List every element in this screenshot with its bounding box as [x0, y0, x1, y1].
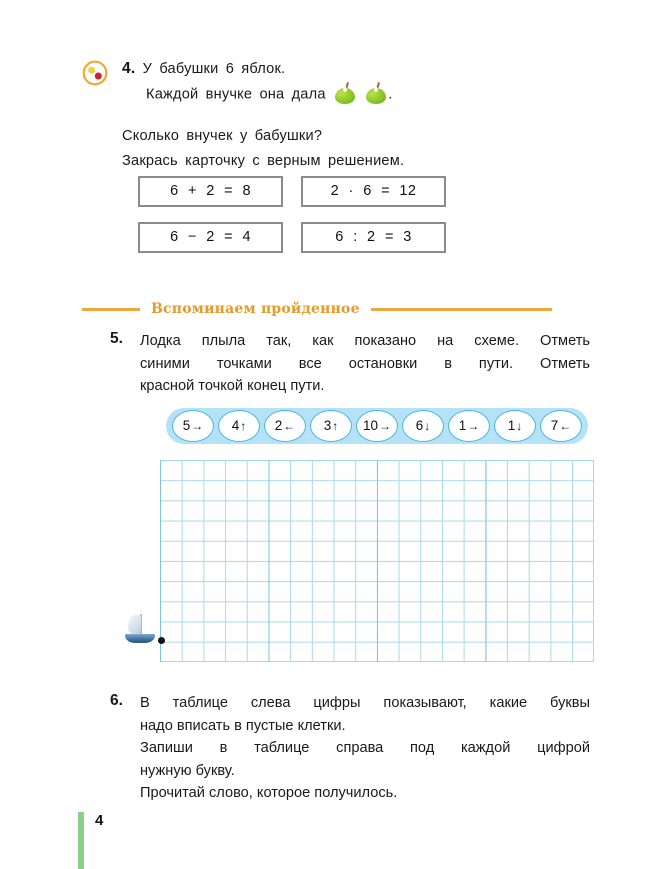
- answer-card-4[interactable]: 6 : 2 = 3: [301, 222, 446, 253]
- task-4-line-1: [122, 56, 582, 82]
- scheme-token[interactable]: [172, 410, 214, 442]
- scheme-token-value: 6: [415, 418, 424, 434]
- apple-icon: [334, 82, 356, 104]
- scheme-token-value: 4: [231, 418, 240, 434]
- section-title: Вспоминаем пройденное: [151, 301, 360, 317]
- arrow-up-icon: ↑: [332, 419, 339, 433]
- route-grid[interactable]: [160, 460, 594, 662]
- answer-card-1[interactable]: 6 + 2 = 8: [138, 176, 283, 207]
- scheme-token[interactable]: [218, 410, 260, 442]
- arrow-down-icon: ↓: [516, 419, 523, 433]
- task-4-question-block: [122, 124, 592, 174]
- task-4-instruction: Закрась карточку с верным решением.: [122, 153, 405, 169]
- arrow-left-icon: ←: [283, 419, 296, 433]
- section-rule-left: [82, 308, 140, 311]
- task-4-text-1: У бабушки 6 яблок.: [142, 61, 286, 77]
- scheme-token-value: 1: [458, 418, 467, 434]
- scheme-token-value: 5: [182, 418, 191, 434]
- task-5-number: 5.: [110, 330, 123, 347]
- scheme-token[interactable]: [356, 410, 398, 442]
- task-5-line-1: Лодка плыла так, как показано на схеме. Отметь: [140, 333, 590, 349]
- scheme-token[interactable]: [402, 410, 444, 442]
- section-rule-right: [371, 308, 552, 311]
- task-4-text-2: Каждой внучке она дала: [146, 86, 326, 103]
- section-header: [82, 298, 552, 320]
- scheme-token[interactable]: [540, 410, 582, 442]
- task-6-line-4: нужную букву.: [140, 762, 235, 779]
- task-4-text-2-end: .: [388, 86, 393, 103]
- task-6-line-1: В таблице слева цифры показывают, какие буквы: [140, 695, 590, 711]
- page-accent-bar: [78, 812, 84, 869]
- task-4-heading: [122, 56, 582, 107]
- boat-hull: [125, 634, 155, 643]
- task-4-line-2: [122, 82, 582, 107]
- task-6-line-2: надо вписать в пустые клетки.: [140, 717, 346, 734]
- arrow-down-icon: ↓: [424, 419, 431, 433]
- task-6-line-3: Запиши в таблице справа под каждой цифрой: [140, 740, 590, 756]
- task-4-question: Сколько внучек у бабушки?: [122, 128, 323, 144]
- arrow-up-icon: ↑: [240, 419, 247, 433]
- arrow-right-icon: →: [379, 419, 392, 433]
- scheme-token[interactable]: [448, 410, 490, 442]
- scheme-token-value: 1: [507, 418, 516, 434]
- task-5-line-3: красной точкой конец пути.: [140, 378, 325, 394]
- page-number: 4: [95, 812, 104, 829]
- scheme-token[interactable]: [310, 410, 352, 442]
- answer-card-3[interactable]: 6 − 2 = 4: [138, 222, 283, 253]
- scheme-token[interactable]: [264, 410, 306, 442]
- scheme-token-value: 10: [362, 418, 379, 434]
- scheme-token-value: 3: [323, 418, 332, 434]
- arrow-left-icon: ←: [559, 419, 572, 433]
- boat-sail: [128, 615, 141, 635]
- route-scheme-bar: [166, 408, 588, 444]
- answer-card-2[interactable]: 2 · 6 = 12: [301, 176, 446, 207]
- start-point-dot: [158, 637, 165, 644]
- arrow-right-icon: →: [191, 419, 204, 433]
- arrow-right-icon: →: [467, 419, 480, 433]
- task-6-text: [140, 692, 590, 805]
- scheme-token[interactable]: [494, 410, 536, 442]
- grid-cells[interactable]: [160, 460, 594, 662]
- task-4-number: 4.: [122, 60, 136, 77]
- task-5-line-2: синими точками все остановки в пути. Отметь: [140, 355, 590, 372]
- sailboat-icon: [124, 612, 158, 646]
- scheme-token-value: 7: [550, 418, 559, 434]
- task-5-text: [140, 330, 590, 398]
- apples-illustration: [333, 81, 388, 106]
- task-6-number: 6.: [110, 692, 123, 709]
- two-dots-circle-icon: [82, 60, 108, 86]
- task-6-line-5: Прочитай слово, которое получилось.: [140, 785, 398, 801]
- scheme-token-value: 2: [274, 418, 283, 434]
- apple-icon: [365, 82, 387, 104]
